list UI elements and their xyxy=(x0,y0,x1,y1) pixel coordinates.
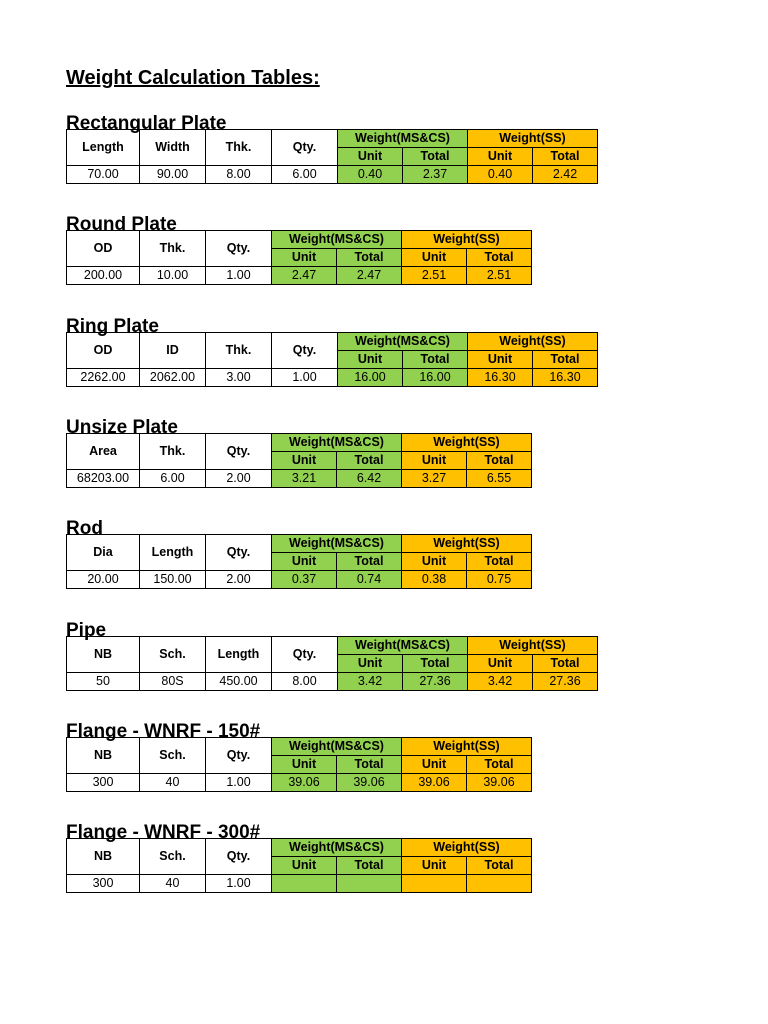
unit-header: Unit xyxy=(338,655,403,673)
ms-total-value: 2.47 xyxy=(337,267,402,285)
ms-total-value: 16.00 xyxy=(403,369,468,387)
total-header: Total xyxy=(467,249,532,267)
total-header: Total xyxy=(533,148,598,166)
ms-total-value: 2.37 xyxy=(403,166,468,184)
column-header: Sch. xyxy=(140,738,206,774)
ss-unit-value: 2.51 xyxy=(402,267,467,285)
weight-table xyxy=(66,332,598,387)
column-header: Thk. xyxy=(140,231,206,267)
total-header: Total xyxy=(467,452,532,470)
section-ring-plate xyxy=(66,316,598,387)
ss-unit-value: 0.40 xyxy=(468,166,533,184)
total-header: Total xyxy=(337,857,402,875)
input-cell[interactable]: 40 xyxy=(140,875,206,893)
ss-unit-value: 16.30 xyxy=(468,369,533,387)
column-header: Qty. xyxy=(272,637,338,673)
input-cell[interactable]: 6.00 xyxy=(140,470,206,488)
section-pipe xyxy=(66,620,598,691)
total-header: Total xyxy=(533,351,598,369)
column-header: Thk. xyxy=(206,130,272,166)
unit-header: Unit xyxy=(402,452,467,470)
input-cell[interactable]: 10.00 xyxy=(140,267,206,285)
section-flange-300 xyxy=(66,822,532,893)
unit-header: Unit xyxy=(272,553,337,571)
weight-ss-header: Weight(SS) xyxy=(402,231,532,249)
page-title: Weight Calculation Tables: xyxy=(66,67,320,89)
input-cell[interactable]: 1.00 xyxy=(272,369,338,387)
unit-header: Unit xyxy=(402,249,467,267)
ms-unit-value: 3.21 xyxy=(272,470,337,488)
unit-header: Unit xyxy=(468,655,533,673)
ss-unit-value xyxy=(402,875,467,893)
input-cell[interactable]: 90.00 xyxy=(140,166,206,184)
ms-unit-value: 3.42 xyxy=(338,673,403,691)
input-cell[interactable]: 70.00 xyxy=(67,166,140,184)
ms-unit-value: 2.47 xyxy=(272,267,337,285)
unit-header: Unit xyxy=(272,249,337,267)
section-title: Round Plate xyxy=(66,214,177,235)
column-header: Length xyxy=(206,637,272,673)
column-header: Sch. xyxy=(140,637,206,673)
total-header: Total xyxy=(467,553,532,571)
weight-table xyxy=(66,129,598,184)
column-header: Qty. xyxy=(272,130,338,166)
weight-ss-header: Weight(SS) xyxy=(402,839,532,857)
column-header: Length xyxy=(140,535,206,571)
input-cell[interactable]: 3.00 xyxy=(206,369,272,387)
column-header: Thk. xyxy=(140,434,206,470)
total-header: Total xyxy=(337,553,402,571)
section-flange-150 xyxy=(66,721,532,792)
column-header: Qty. xyxy=(206,434,272,470)
column-header: NB xyxy=(67,637,140,673)
input-cell[interactable]: 80S xyxy=(140,673,206,691)
input-cell[interactable]: 2.00 xyxy=(206,571,272,589)
ss-total-value: 27.36 xyxy=(533,673,598,691)
weight-ms-header: Weight(MS&CS) xyxy=(272,535,402,553)
column-header: Thk. xyxy=(206,333,272,369)
column-header: NB xyxy=(67,839,140,875)
column-header: ID xyxy=(140,333,206,369)
section-rod xyxy=(66,518,532,589)
weight-ss-header: Weight(SS) xyxy=(402,535,532,553)
unit-header: Unit xyxy=(272,452,337,470)
unit-header: Unit xyxy=(272,756,337,774)
ss-total-value: 16.30 xyxy=(533,369,598,387)
section-title: Pipe xyxy=(66,620,107,641)
total-header: Total xyxy=(403,351,468,369)
input-cell[interactable]: 1.00 xyxy=(206,267,272,285)
input-cell[interactable]: 450.00 xyxy=(206,673,272,691)
column-header: Width xyxy=(140,130,206,166)
weight-ss-header: Weight(SS) xyxy=(468,130,598,148)
ms-unit-value: 39.06 xyxy=(272,774,337,792)
weight-table xyxy=(66,838,532,893)
ms-unit-value: 0.37 xyxy=(272,571,337,589)
ms-total-value: 0.74 xyxy=(337,571,402,589)
unit-header: Unit xyxy=(402,756,467,774)
column-header: Qty. xyxy=(206,738,272,774)
ss-unit-value: 39.06 xyxy=(402,774,467,792)
input-cell[interactable]: 2.00 xyxy=(206,470,272,488)
ms-total-value: 27.36 xyxy=(403,673,468,691)
total-header: Total xyxy=(337,452,402,470)
ms-total-value xyxy=(337,875,402,893)
weight-ms-header: Weight(MS&CS) xyxy=(338,130,468,148)
column-header: NB xyxy=(67,738,140,774)
total-header: Total xyxy=(467,756,532,774)
total-header: Total xyxy=(467,857,532,875)
unit-header: Unit xyxy=(402,857,467,875)
section-title: Ring Plate xyxy=(66,316,159,337)
column-header: OD xyxy=(67,333,140,369)
weight-ms-header: Weight(MS&CS) xyxy=(338,637,468,655)
weight-table xyxy=(66,737,532,792)
ss-total-value: 0.75 xyxy=(467,571,532,589)
ms-total-value: 39.06 xyxy=(337,774,402,792)
input-cell[interactable]: 150.00 xyxy=(140,571,206,589)
column-header: Qty. xyxy=(206,535,272,571)
input-cell[interactable]: 6.00 xyxy=(272,166,338,184)
input-cell[interactable]: 1.00 xyxy=(206,774,272,792)
ss-total-value: 6.55 xyxy=(467,470,532,488)
weight-ms-header: Weight(MS&CS) xyxy=(272,738,402,756)
input-cell[interactable]: 8.00 xyxy=(272,673,338,691)
weight-ms-header: Weight(MS&CS) xyxy=(272,434,402,452)
ms-total-value: 6.42 xyxy=(337,470,402,488)
column-header: Length xyxy=(67,130,140,166)
input-cell[interactable]: 300 xyxy=(67,875,140,893)
column-header: Qty. xyxy=(272,333,338,369)
section-rectangular-plate xyxy=(66,113,598,184)
ms-unit-value: 0.40 xyxy=(338,166,403,184)
total-header: Total xyxy=(533,655,598,673)
column-header: Sch. xyxy=(140,839,206,875)
ss-total-value: 2.42 xyxy=(533,166,598,184)
column-header: Qty. xyxy=(206,231,272,267)
input-cell[interactable]: 1.00 xyxy=(206,875,272,893)
total-header: Total xyxy=(403,148,468,166)
ss-total-value: 39.06 xyxy=(467,774,532,792)
weight-ms-header: Weight(MS&CS) xyxy=(338,333,468,351)
column-header: OD xyxy=(67,231,140,267)
unit-header: Unit xyxy=(468,351,533,369)
input-cell[interactable]: 2062.00 xyxy=(140,369,206,387)
input-cell[interactable]: 2262.00 xyxy=(67,369,140,387)
input-cell[interactable]: 200.00 xyxy=(67,267,140,285)
section-title: Rod xyxy=(66,518,103,539)
ss-total-value: 2.51 xyxy=(467,267,532,285)
ms-unit-value: 16.00 xyxy=(338,369,403,387)
weight-ms-header: Weight(MS&CS) xyxy=(272,231,402,249)
weight-ss-header: Weight(SS) xyxy=(402,738,532,756)
ss-total-value xyxy=(467,875,532,893)
section-round-plate xyxy=(66,214,532,285)
ss-unit-value: 3.42 xyxy=(468,673,533,691)
section-title: Unsize Plate xyxy=(66,417,178,438)
weight-ss-header: Weight(SS) xyxy=(468,333,598,351)
unit-header: Unit xyxy=(338,351,403,369)
column-header: Qty. xyxy=(206,839,272,875)
column-header: Area xyxy=(67,434,140,470)
weight-ss-header: Weight(SS) xyxy=(402,434,532,452)
ms-unit-value xyxy=(272,875,337,893)
total-header: Total xyxy=(337,756,402,774)
input-cell[interactable]: 8.00 xyxy=(206,166,272,184)
input-cell[interactable]: 50 xyxy=(67,673,140,691)
weight-table xyxy=(66,433,532,488)
input-cell[interactable]: 68203.00 xyxy=(67,470,140,488)
weight-table xyxy=(66,534,532,589)
input-cell[interactable]: 40 xyxy=(140,774,206,792)
ss-unit-value: 3.27 xyxy=(402,470,467,488)
unit-header: Unit xyxy=(272,857,337,875)
weight-table xyxy=(66,636,598,691)
weight-ms-header: Weight(MS&CS) xyxy=(272,839,402,857)
section-unsize-plate xyxy=(66,417,532,488)
unit-header: Unit xyxy=(338,148,403,166)
ss-unit-value: 0.38 xyxy=(402,571,467,589)
total-header: Total xyxy=(403,655,468,673)
section-title: Rectangular Plate xyxy=(66,113,227,134)
input-cell[interactable]: 20.00 xyxy=(67,571,140,589)
weight-ss-header: Weight(SS) xyxy=(468,637,598,655)
section-title: Flange - WNRF - 150# xyxy=(66,721,261,742)
weight-table xyxy=(66,230,532,285)
column-header: Dia xyxy=(67,535,140,571)
unit-header: Unit xyxy=(468,148,533,166)
total-header: Total xyxy=(337,249,402,267)
input-cell[interactable]: 300 xyxy=(67,774,140,792)
section-title: Flange - WNRF - 300# xyxy=(66,822,261,843)
unit-header: Unit xyxy=(402,553,467,571)
